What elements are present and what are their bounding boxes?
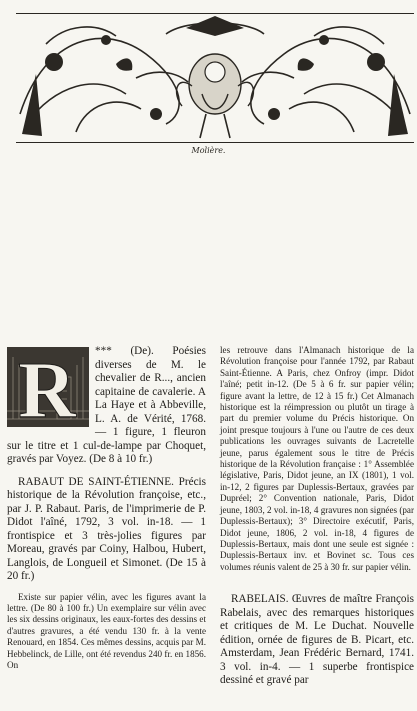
entry-de-r	[7, 345, 206, 467]
right-column	[220, 345, 414, 688]
note-rabaut: Existe sur papier vélin, avec les figures avant la lettre. (De 80 à 100 fr.) Un exemplaire sur vélin avec les six dessins originaux, les eaux-fortes des dessins et d'autres gravures, a été vendu 130 fr. à la vente Renouard, en 1854. Ces mêmes dessins, acquis par M. Hebbelinck, de Lille, ont été revendus 240 fr. en 1856. On	[7, 591, 206, 670]
drop-cap-letter: R	[18, 347, 76, 427]
drop-cap-initial	[7, 347, 89, 427]
left-column	[7, 345, 206, 671]
entry-de-r-text: *** (De). Poésies diverses de M. le chevalier de R..., ancien capitaine de cavalerie. A La Haye et à Abbeville, L. A. de Vérité, 1768. — 1 figure, 1 fleuron sur le titre et 1 cul-de-lampe par Choquet, gravés par Voyez. (De 8 à 10 fr.)	[7, 345, 206, 465]
entry-rabaut: RABAUT DE SAINT-ÉTIENNE. Précis historique de la Révolution françoise, etc., par J. P. Rabaut. Paris, de l'imprimerie de P. Didot l'aîné, 1792, 3 vol. in-18. — 1 frontispice et 3 très-jolies figures par Moreau, gravés par Coiny, Halbou, Hubert, Langlois, de Longueil et Simonet. (De 15 à 20 fr.)	[7, 475, 206, 582]
entry-rabelais: RABELAIS. Œuvres de maître François Rabelais, avec des remarques historiques et critiques de M. Le Duchat. Nouvelle édition, ornée de figures de B. Picart, etc. Amsterdam, Jean Frédéric Bernard, 1741. 3 vol. in-4. — 1 superbe frontispice dessiné et gravé par	[220, 593, 414, 687]
header-vignette	[16, 13, 414, 143]
vignette-caption: Molière.	[191, 146, 226, 155]
molière-ornament-illustration	[16, 14, 414, 142]
note-continued: les retrouve dans l'Almanach historique de la Révolution françoise pour l'année 1792, par Rabaut Saint-Étienne. A Paris, chez Onfroy (impr. Didot l'aîné; petit in-12. (De 5 à 6 fr. sur papier vélin; figure avant la lettre, de 12 à 15 fr.) Cet Almanach historique est la réimpression ou plutôt un tirage à part du premier volume du Précis historique. On joint presque toujours à l'une ou l'autre de ces deux publications les ouvrages suivants de Lacretelle jeune, parus également sous le titre de Précis historique de la Révolution française : 1° Assemblée législative, Paris, Didot jeune, an IX (1801), 1 vol. in-12, 2 figures par Duplessis-Bertaux, gravées par Dupréel; 2° Convention nationale, Paris, Didot jeune, 1803, 2 vol. in-18, 4 gravures non signées (par Duplessis-Bertaux); 3° Directoire exécutif, Paris, Didot jeune, 1806, 2 vol. in-18, 4 figures de Duplessis-Bertaux, mais dont une seule est signée : Duplessis-Bertaux inv. et Bovinet sc. Tous ces volumes réunis valent de 25 à 30 fr. sur papier vélin.	[220, 345, 414, 572]
